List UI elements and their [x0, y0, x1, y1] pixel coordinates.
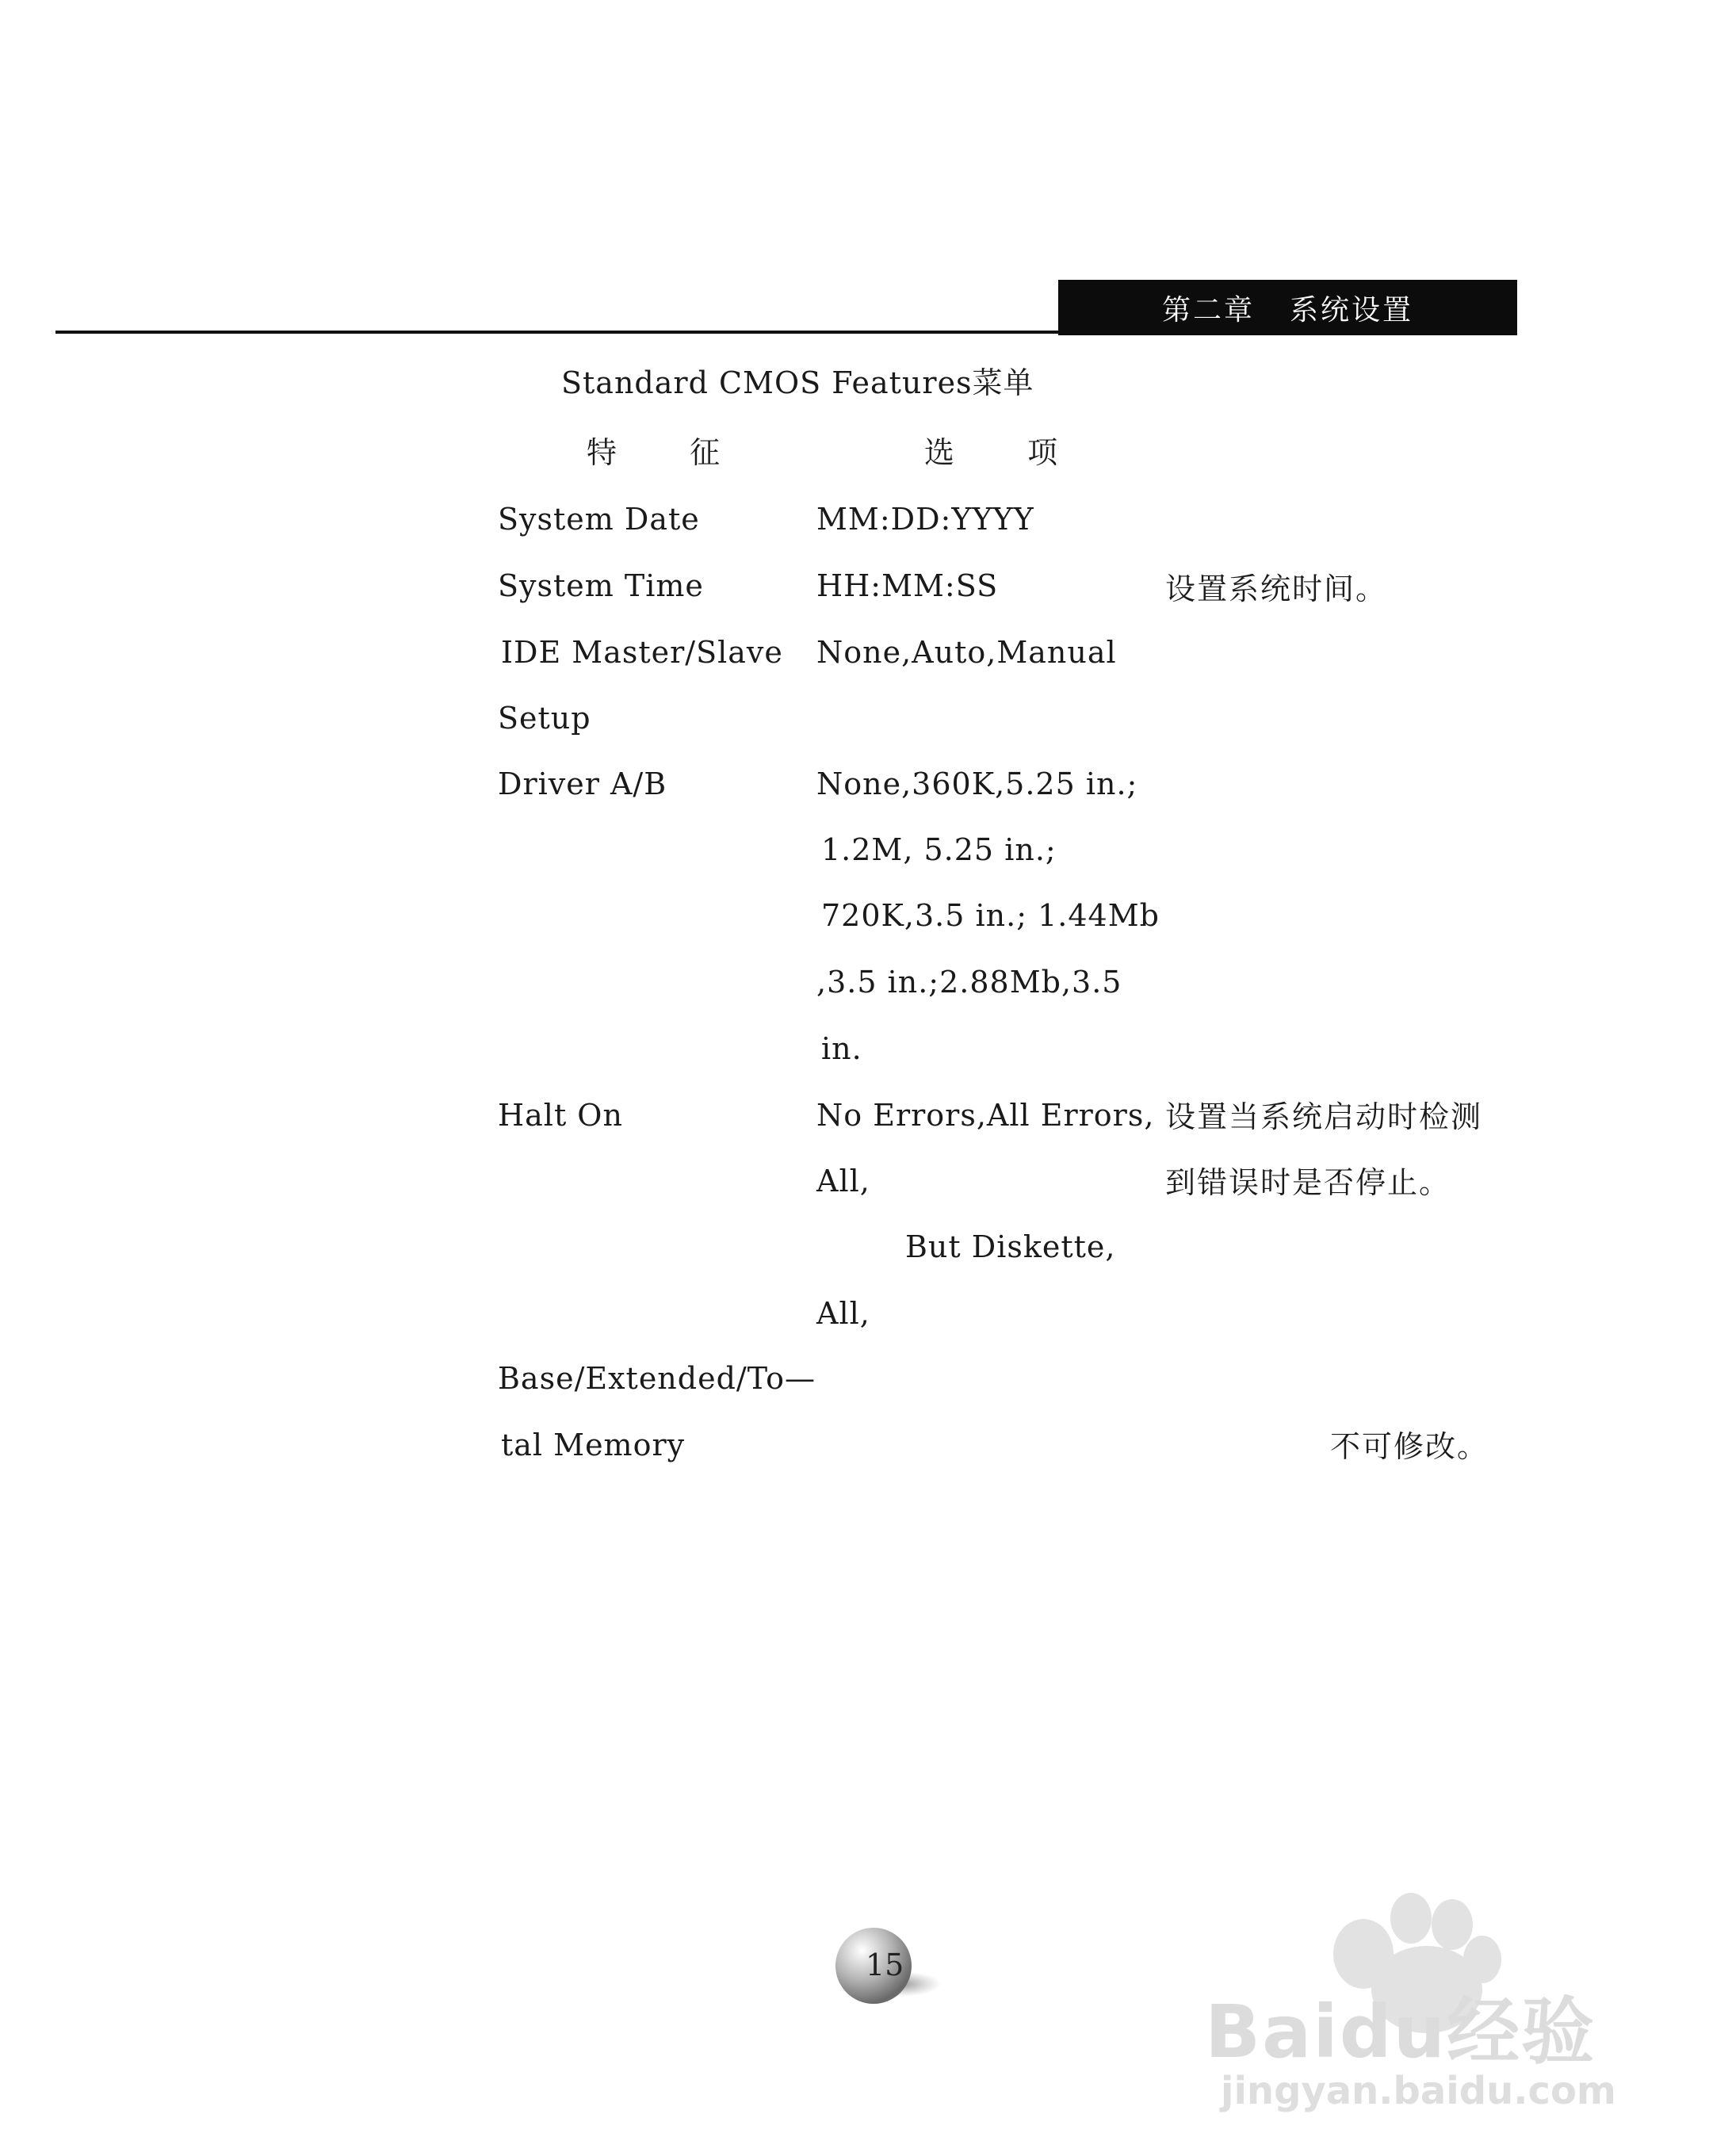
description-halt-line: 到错误时是否停止。 [1165, 1165, 1451, 1200]
feature-halt-on: Halt On [498, 1098, 623, 1133]
column-header-feature: 特 征 [587, 435, 752, 470]
description-system-time: 设置系统时间。 [1165, 571, 1388, 606]
chapter-header-tab [1058, 280, 1517, 335]
column-header-option: 选 项 [924, 435, 1090, 470]
page-number-badge [824, 1922, 943, 2009]
chapter-number: 第二章 [1161, 293, 1255, 327]
option-driver-line: 1.2M, 5.25 in.; [821, 832, 1057, 867]
option-system-date: MM:DD:YYYY [816, 502, 1034, 537]
option-halt-line: All, [816, 1164, 870, 1198]
menu-title: Standard CMOS Features菜单 [561, 365, 1034, 400]
option-driver-line: ,3.5 in.;2.88Mb,3.5 [816, 965, 1122, 1000]
option-driver-line: 720K,3.5 in.; 1.44Mb [821, 898, 1160, 933]
option-driver-line: in. [821, 1031, 862, 1066]
option-halt-line: All, [816, 1296, 870, 1331]
description-memory: 不可修改。 [1330, 1429, 1489, 1464]
page-number: 15 [866, 1948, 904, 1982]
option-ide: None,Auto,Manual [816, 635, 1117, 670]
feature-system-time: System Time [498, 568, 704, 603]
feature-memory-line2: tal Memory [501, 1428, 686, 1462]
watermark-url: jingyan.baidu.com [1221, 2069, 1616, 2113]
chapter-title: 系统设置 [1290, 293, 1414, 327]
option-system-time: HH:MM:SS [816, 568, 999, 603]
watermark-brand: Baidu经验 [1205, 1990, 1596, 2074]
feature-ide-line1: IDE Master/Slave [501, 635, 783, 670]
feature-ide-line2: Setup [498, 701, 591, 736]
description-halt-line: 设置当系统启动时检测 [1165, 1099, 1483, 1134]
option-driver-line: None,360K,5.25 in.; [816, 766, 1138, 801]
feature-system-date: System Date [498, 502, 700, 537]
feature-driver: Driver A/B [498, 766, 667, 801]
option-halt-line: No Errors,All Errors, [816, 1098, 1155, 1133]
option-halt-line: But Diskette, [905, 1229, 1116, 1264]
header-rule [55, 331, 1058, 334]
feature-memory-line1: Base/Extended/To— [498, 1361, 816, 1396]
baidu-watermark [1189, 1886, 1633, 2124]
